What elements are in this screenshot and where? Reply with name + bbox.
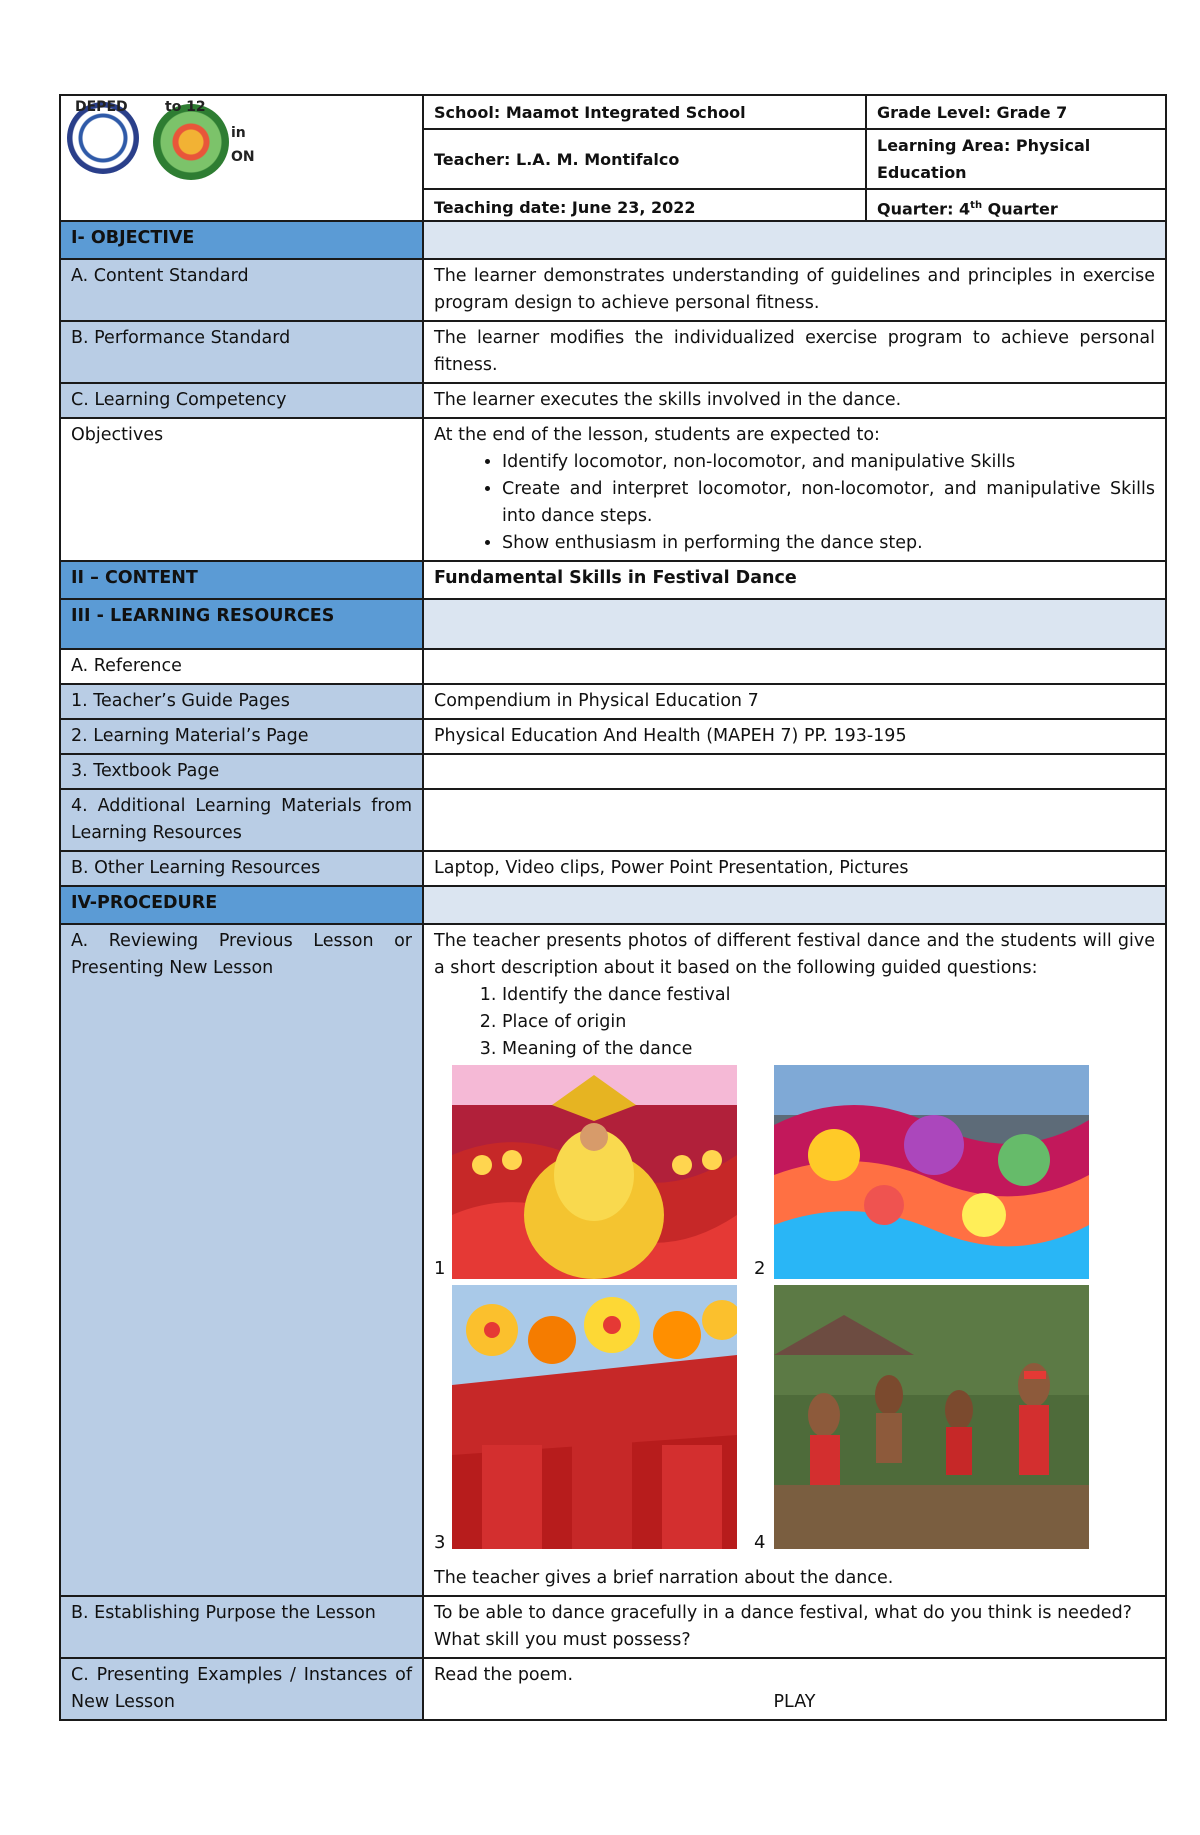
- purpose-value: [423, 1596, 1166, 1658]
- objective-item: • Identify locomotor, non-locomotor, and manipulative Skills: [502, 449, 1155, 476]
- objectives-value: [423, 418, 1166, 561]
- reference-value: [423, 649, 1166, 684]
- photo-number: 3: [434, 1532, 446, 1553]
- examples-value: [423, 1658, 1166, 1720]
- teachers-guide-label: 1. Teacher’s Guide Pages: [60, 684, 423, 719]
- guide-question: 2. Place of origin: [502, 1009, 1155, 1036]
- additional-materials-value: [423, 789, 1166, 851]
- procedure-heading-value: [423, 886, 1166, 924]
- examples-label: C. Presenting Examples / Instances of New Lesson: [60, 1658, 423, 1720]
- other-resources-value: Laptop, Video clips, Power Point Presentation, Pictures: [423, 851, 1166, 886]
- objective-item: • Create and interpret locomotor, non-locomotor, and manipulative Skills into dance steps.: [502, 476, 1155, 530]
- logo-text-4: ON: [231, 149, 255, 165]
- festival-photo-2: [774, 1065, 1089, 1279]
- purpose-text: To be able to dance gracefully in a dance festival, what do you think is needed?: [434, 1603, 1132, 1623]
- teacher-name: Teacher: L.A. M. Montifalco: [423, 129, 866, 189]
- teachers-guide-value: Compendium in Physical Education 7: [423, 684, 1166, 719]
- logo-text-2: to 12: [165, 99, 206, 115]
- learning-material-value: Physical Education And Health (MAPEH 7) PP. 193-195: [423, 719, 1166, 754]
- other-resources-label: B. Other Learning Resources: [60, 851, 423, 886]
- poem-title: PLAY: [773, 1692, 816, 1712]
- logo-text-1: DEPED: [75, 99, 128, 115]
- textbook-value: [423, 754, 1166, 789]
- quarter: Quarter: 4th Quarter: [866, 189, 1166, 225]
- content-standard-value: The learner demonstrates understanding of guidelines and principles in exercise program design to achieve personal fitness.: [423, 259, 1166, 321]
- objectives-list: [434, 449, 1155, 557]
- review-lesson-label: A. Reviewing Previous Lesson or Presenting New Lesson: [60, 924, 423, 1596]
- performance-standard-label: B. Performance Standard: [60, 321, 423, 383]
- festival-photo-1: [452, 1065, 737, 1279]
- content-standard-label: A. Content Standard: [60, 259, 423, 321]
- objective-item: • Show enthusiasm in performing the dance step.: [502, 530, 1155, 557]
- objectives-intro: At the end of the lesson, students are expected to:: [434, 425, 880, 445]
- content-heading: II – CONTENT: [60, 561, 423, 599]
- festival-photo-4: [774, 1285, 1089, 1549]
- objective-heading: I- OBJECTIVE: [60, 221, 423, 259]
- purpose-label: B. Establishing Purpose the Lesson: [60, 1596, 423, 1658]
- competency-label: C. Learning Competency: [60, 383, 423, 418]
- guide-question: 1. Identify the dance festival: [502, 982, 1155, 1009]
- content-value: Fundamental Skills in Festival Dance: [423, 561, 1166, 599]
- resources-heading-value: [423, 599, 1166, 649]
- objectives-label: Objectives: [60, 418, 423, 561]
- narration-text: The teacher gives a brief narration about the dance.: [434, 1568, 894, 1588]
- resources-heading: III - LEARNING RESOURCES: [60, 599, 423, 649]
- photo-number: 4: [754, 1532, 766, 1553]
- additional-materials-label: 4. Additional Learning Materials from Learning Resources: [60, 789, 423, 851]
- learning-area: Learning Area: Physical Education: [866, 129, 1166, 189]
- reference-label: A. Reference: [60, 649, 423, 684]
- photo-number: 2: [754, 1258, 766, 1279]
- school-name: School: Maamot Integrated School: [423, 95, 866, 129]
- purpose-question: What skill you must possess?: [434, 1630, 691, 1650]
- performance-standard-value: The learner modifies the individualized exercise program to achieve personal fitness.: [423, 321, 1166, 383]
- guide-question: 3. Meaning of the dance: [502, 1036, 1155, 1063]
- logo-cell: [60, 95, 423, 225]
- learning-material-label: 2. Learning Material’s Page: [60, 719, 423, 754]
- examples-text: Read the poem.: [434, 1665, 574, 1685]
- photo-number: 1: [434, 1258, 446, 1279]
- header-table: [59, 94, 1167, 226]
- teaching-date: Teaching date: June 23, 2022: [423, 189, 866, 225]
- logo-text-3: in: [231, 125, 246, 141]
- grade-level: Grade Level: Grade 7: [866, 95, 1166, 129]
- festival-photos: [434, 1065, 1104, 1565]
- competency-value: The learner executes the skills involved in the dance.: [423, 383, 1166, 418]
- festival-photo-3: [452, 1285, 737, 1549]
- review-lesson-value: [423, 924, 1166, 1596]
- objective-heading-value: [423, 221, 1166, 259]
- review-text: The teacher presents photos of different festival dance and the students will give a short description about it based on the following guided questions:: [434, 931, 1155, 978]
- guide-questions: [434, 982, 1155, 1063]
- textbook-label: 3. Textbook Page: [60, 754, 423, 789]
- lesson-plan-table: [59, 220, 1167, 1721]
- procedure-heading: IV-PROCEDURE: [60, 886, 423, 924]
